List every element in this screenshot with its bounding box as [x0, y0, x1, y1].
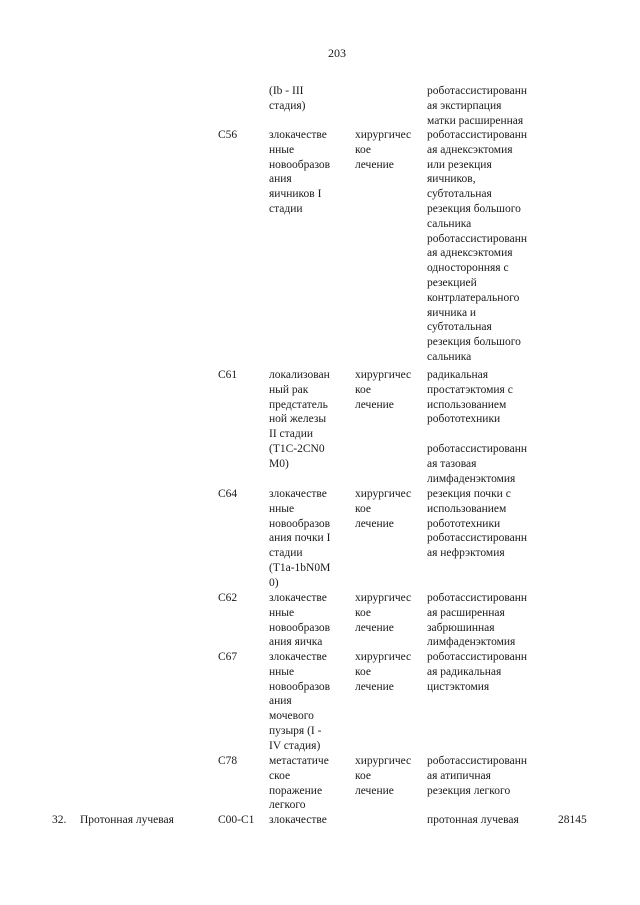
row-diagnosis: злокачестве [269, 814, 327, 826]
row-cost: 28145 [558, 814, 587, 826]
row-diagnosis: злокачестве нные новообразов ания яичников I стадии [269, 129, 331, 215]
row-diagnosis: злокачестве нные новообразов ания яичка [269, 592, 331, 649]
continuation-method: роботассистированн ая экстирпация матки расширенная [427, 85, 528, 127]
row-diagnosis: злокачестве нные новообразов ания почки I стадии (T1a-1bN0M 0) [269, 488, 331, 589]
row-method: радикальная простатэктомия с использованием робототехники роботассистированн ая тазовая лимфаденэктомия [427, 369, 528, 485]
row-treatment: хирургичес кое лечение [355, 369, 412, 411]
row-treatment: хирургичес кое лечение [355, 129, 412, 171]
row-treatment: хирургичес кое лечение [355, 651, 412, 693]
page-number: 203 [328, 46, 346, 60]
continuation-diagnosis: (Ib - III стадия) [269, 85, 306, 112]
row-code: C67 [218, 651, 238, 663]
row-method: протонная лучевая [427, 814, 519, 826]
row-method: роботассистированн ая аднексэктомия или резекция яичников, субтотальная резекция большого сальника роботассистированн ая аднексэктомия односторонняя с резекцией контрлатерального яичника и субтотальная резекция большого сальника [427, 129, 528, 363]
row-treatment: хирургичес кое лечение [355, 488, 412, 530]
row-method: роботассистированн ая расширенная забрюшинная лимфаденэктомия [427, 592, 528, 649]
row-diagnosis: локализован ный рак предстатель ной железы II стадии (T1C-2CN0 M0) [269, 369, 330, 470]
row-code: C62 [218, 592, 238, 604]
row-code: C64 [218, 488, 238, 500]
row-treatment: хирургичес кое лечение [355, 592, 412, 634]
row-number: 32. [52, 814, 67, 826]
row-name: Протонная лучевая [80, 814, 174, 826]
row-diagnosis: злокачестве нные новообразов ания мочевого пузыря (I - IV стадия) [269, 651, 331, 752]
row-diagnosis: метастатиче ское поражение легкого [269, 755, 329, 812]
row-code: C78 [218, 755, 238, 767]
row-method: резекция почки с использованием робототехники роботассистированн ая нефрэктомия [427, 488, 528, 560]
row-code: C61 [218, 369, 238, 381]
row-treatment: хирургичес кое лечение [355, 755, 412, 797]
row-method: роботассистированн ая атипичная резекция легкого [427, 755, 528, 797]
row-code: C56 [218, 129, 238, 141]
row-code: C00-C1 [218, 814, 255, 826]
row-method: роботассистированн ая радикальная цистэктомия [427, 651, 528, 693]
